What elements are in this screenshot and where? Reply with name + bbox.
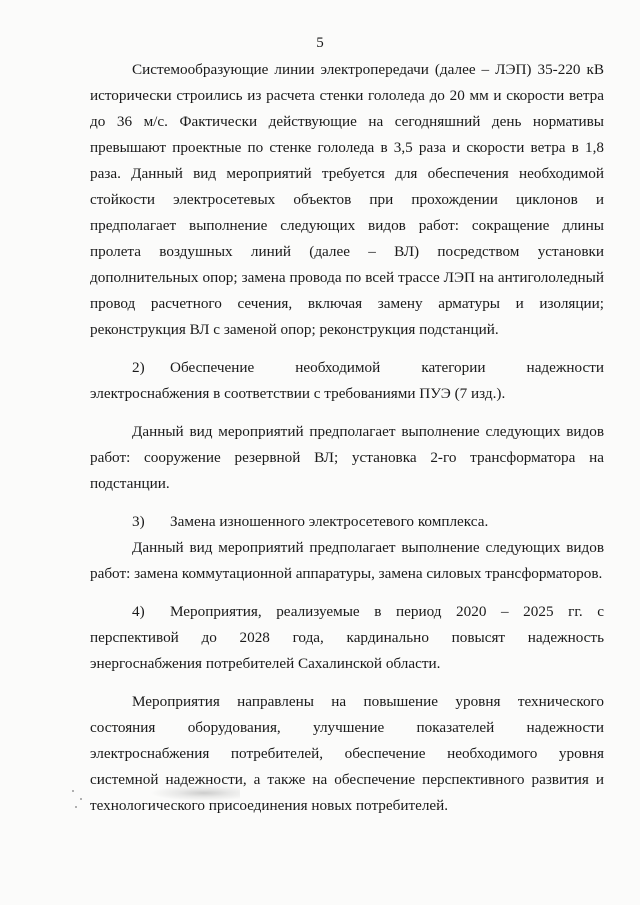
paragraph-text: Замена изношенного электросетевого комплекса. [170, 513, 489, 530]
paragraph-item-4 [90, 599, 604, 677]
paragraph-item-3 [90, 509, 604, 535]
paragraph-power-lines [90, 57, 604, 343]
scan-speck [80, 798, 82, 800]
list-number: 3) [132, 513, 145, 530]
paragraph-text: Данный вид мероприятий предполагает выполнение следующих видов работ: сооружение резервной ВЛ; установка 2-го трансформатора на подстанции. [90, 423, 604, 492]
paragraph-text: Мероприятия, реализуемые в период 2020 – 2025 гг. с перспективой до 2028 года, кардинально повысят надежность энергоснабжения потребителей Сахалинской области. [90, 603, 604, 672]
scan-speck [75, 806, 77, 808]
paragraph-text: Данный вид мероприятий предполагает выполнение следующих видов работ: замена коммутационной аппаратуры, замена силовых трансформаторов. [90, 539, 604, 582]
paragraph-item-2 [90, 355, 604, 407]
paragraph-item-3-details [90, 535, 604, 587]
scan-speck [72, 790, 74, 792]
paragraph-text: Мероприятия направлены на повышение уровня технического состояния оборудования, улучшение показателей надежности электроснабжения потребителей, обеспечение необходимого уровня системной надежности, а также на обеспечение перспективного развития и технологического присоединения новых потребителей. [90, 693, 604, 814]
list-number: 2) [132, 359, 145, 376]
scan-smudge [150, 785, 240, 801]
document-body [90, 57, 604, 819]
paragraph-text: Обеспечение необходимой категории надежности электроснабжения в соответствии с требованиями ПУЭ (7 изд.). [90, 359, 604, 402]
paragraph-text: Системообразующие линии электропередачи (далее – ЛЭП) 35-220 кВ исторически строились из расчета стенки гололеда до 20 мм и скорости ветра до 36 м/с. Фактически действующие на сегодняшний день нормативы превышают проектные по стенке гололеда в 3,5 раза и скорости ветра в 1,8 раза. Данный вид мероприятий требуется для обеспечения необходимой стойкости электросетевых объектов при прохождении циклонов и предполагает выполнение следующих видов работ: сокращение длины пролета воздушных линий (далее – ВЛ) посредством установки дополнительных опор; замена провода по всей трассе ЛЭП на антигололедный провод расчетного сечения, включая замену арматуры и изоляции; реконструкция ВЛ с заменой опор; реконструкция подстанций. [90, 61, 604, 338]
list-number: 4) [132, 603, 145, 620]
page-number: 5 [316, 35, 324, 51]
paragraph-item-2-details [90, 419, 604, 497]
